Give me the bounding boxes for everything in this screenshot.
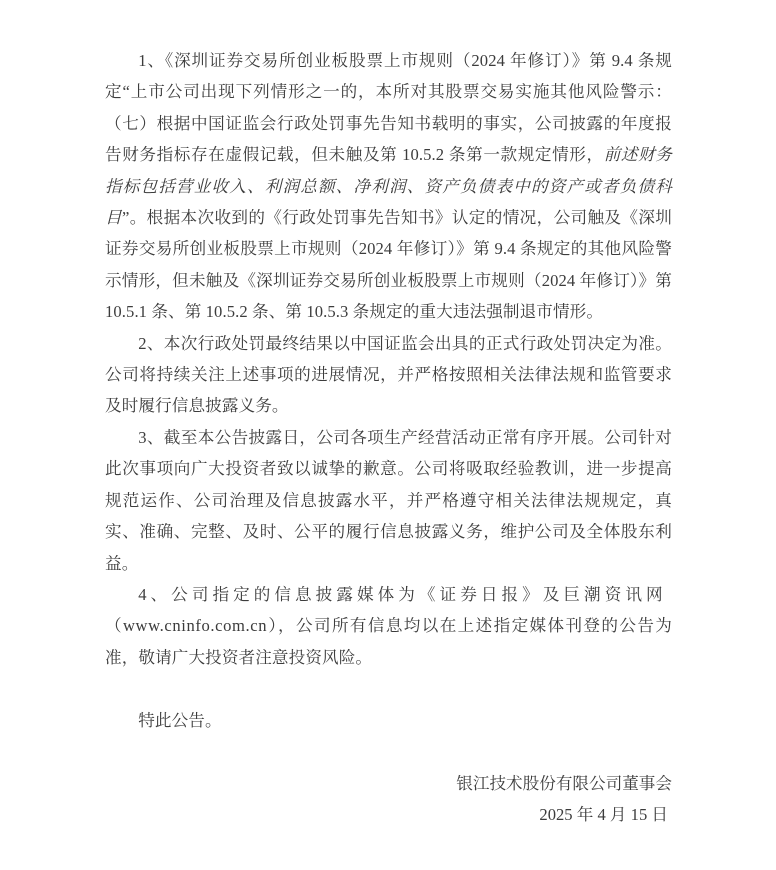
paragraph-3-text: 截至本公告披露日，公司各项生产经营活动正常有序开展。公司针对此次事项向广大投资者致以诚挚的歉意。公司将吸取经验教训，进一步提高规范运作、公司治理及信息披露水平，并严格遵守相关法律法规规定，真实、准确、完整、及时、公平的履行信息披露义务，维护公司及全体股东利益。 (105, 427, 673, 573)
document-body (105, 45, 672, 736)
paragraph-4 (105, 579, 672, 673)
paragraph-3-number: 3、 (138, 427, 164, 447)
paragraph-2-number: 2、 (138, 333, 164, 353)
paragraph-4-first-line: 4、公司指定的信息披露媒体为《证券日报》及巨潮资讯网 (138, 584, 667, 604)
signing-company-name: 银江技术股份有限公司董事会 (456, 774, 672, 793)
paragraph-2 (105, 328, 672, 422)
signature-block (456, 768, 672, 831)
closing-statement: 特此公告。 (138, 710, 222, 730)
paragraph-4-url-close-paren: ） (267, 616, 279, 636)
paragraph-3 (105, 422, 672, 579)
paragraph-1-tail-text: ”。根据本次收到的《行政处罚事先告知书》认定的情况，公司触及《深圳证券交易所创业板股票上市规则（2024 年修订）》第 9.4 条规定的其他风险警示情形，但未触及《深圳证券交易所创业板股票上市规则（2024 年修订）》第 10.5.1 条、第 10.5.2 条、第 10.5.3 条规定的重大违法强制退市情形。 (105, 208, 672, 322)
disclosure-website-url[interactable]: www.cninfo.com.cn (122, 616, 268, 636)
paragraph-4-url-open-paren: （ (105, 616, 123, 636)
signing-date: 2025 年 4 月 15 日 (539, 805, 668, 825)
paragraph-1-lead-text: 《深圳证券交易所创业板股票上市规则（2024 年修订）》第 9.4 条规定“上市公司出现下列情形之一的，本所对其股票交易实施其他风险警示：（七）根据中国证监会行政处罚事先告知书载明的事实，公司披露的年度报告财务指标存在虚假记载，但未触及第 10.5.2 条第一款规定情形， (105, 51, 672, 165)
paragraph-2-text: 本次行政处罚最终结果以中国证监会出具的正式行政处罚决定为准。公司将持续关注上述事项的进展情况，并严格按照相关法律法规和监管要求及时履行信息披露义务。 (105, 333, 673, 416)
paragraph-1-emphasis-text: 前述财务指标包括营业收入、利润总额、净利润、资产负债表中的资产或者负债科目 (105, 145, 672, 228)
paragraph-1-number: 1、 (138, 51, 165, 70)
paragraph-1 (105, 45, 672, 328)
paragraph-4-rest-text: ，公司所有信息均以在上述指定媒体刊登的公告为准，敬请广大投资者注意投资风险。 (105, 616, 672, 667)
spacer (105, 673, 672, 704)
